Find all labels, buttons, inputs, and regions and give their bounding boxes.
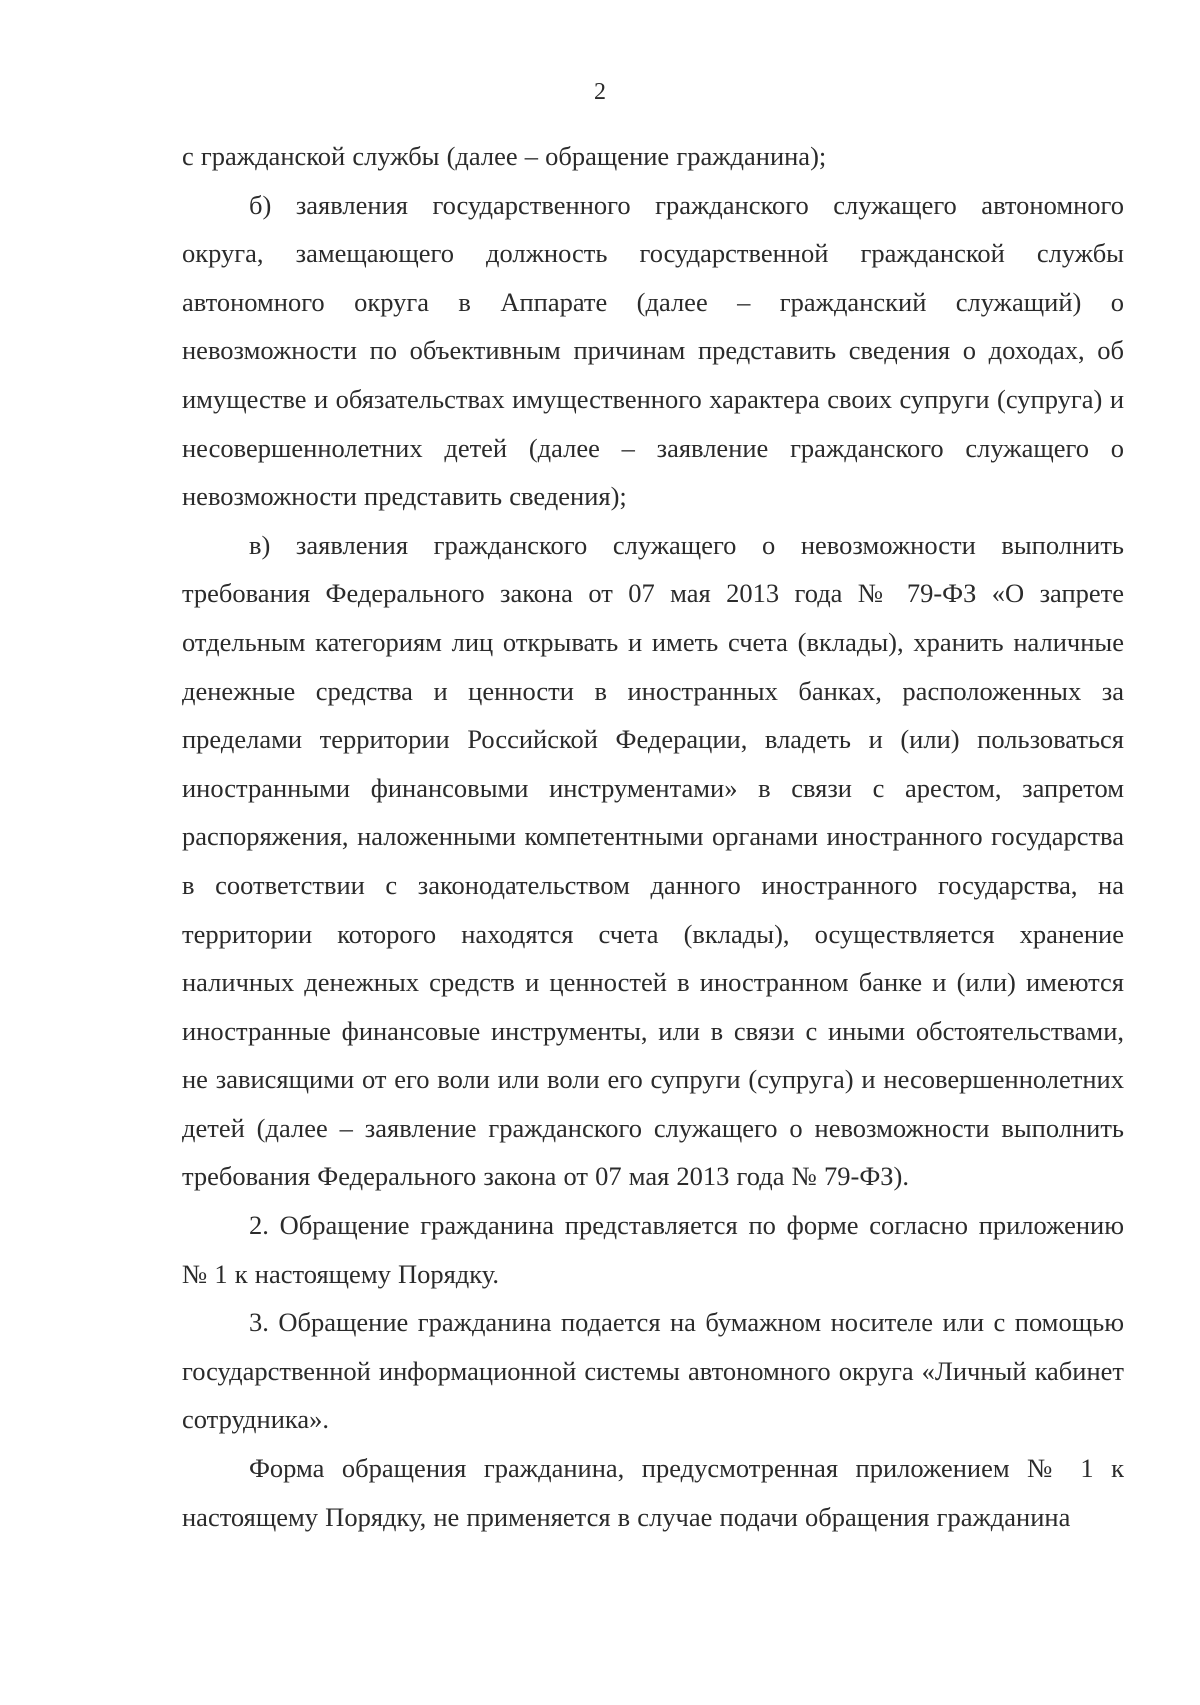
paragraph-form-note: Форма обращения гражданина, предусмотренная приложением № 1 к настоящему Порядку, не применяется в случае подачи обращения гражданина [182,1453,1124,1532]
paragraph-item-v: в) заявления гражданского служащего о невозможности выполнить требования Федерального закона от 07 мая 2013 года № 79-ФЗ «О запрете отдельным категориям лиц открывать и иметь счета (вклады), хранить наличные денежные средства и ценности в иностранных банках, расположенных за пределами территории Российской Федерации, владеть и (или) пользоваться иностранными финансовыми инструментами» в связи с арестом, запретом распоряжения, наложенными компетентными органами иностранного государства в соответствии с законодательством данного иностранного государства, на территории которого находятся счета (вклады), осуществляется хранение наличных денежных средств и ценностей в иностранном банке и (или) имеются иностранные финансовые инструменты, или в связи с иными обстоятельствами, не зависящими от его воли или воли его супруги (супруга) и несовершеннолетних детей (далее – заявление гражданского служащего о невозможности выполнить требования Федерального закона от 07 мая 2013 года № 79-ФЗ). [182,529,1124,1192]
document-body [182,132,1124,1541]
page-number: 2 [594,79,606,105]
paragraph-point-3: 3. Обращение гражданина подается на бумажном носителе или с помощью государственной информационной системы автономного округа «Личный кабинет сотрудника». [182,1307,1124,1435]
paragraph-continuation: с гражданской службы (далее – обращение гражданина); [182,141,827,171]
paragraph-item-b: б) заявления государственного гражданского служащего автономного округа, замещающего должность государственной гражданской службы автономного округа в Аппарате (далее – гражданский служащий) о невозможности по объективным причинам представить сведения о доходах, об имуществе и обязательствах имущественного характера своих супруги (супруга) и несовершеннолетних детей (далее – заявление гражданского служащего о невозможности представить сведения); [182,189,1124,512]
paragraph-point-2: 2. Обращение гражданина представляется по форме согласно приложению № 1 к настоящему Порядку. [182,1210,1124,1289]
